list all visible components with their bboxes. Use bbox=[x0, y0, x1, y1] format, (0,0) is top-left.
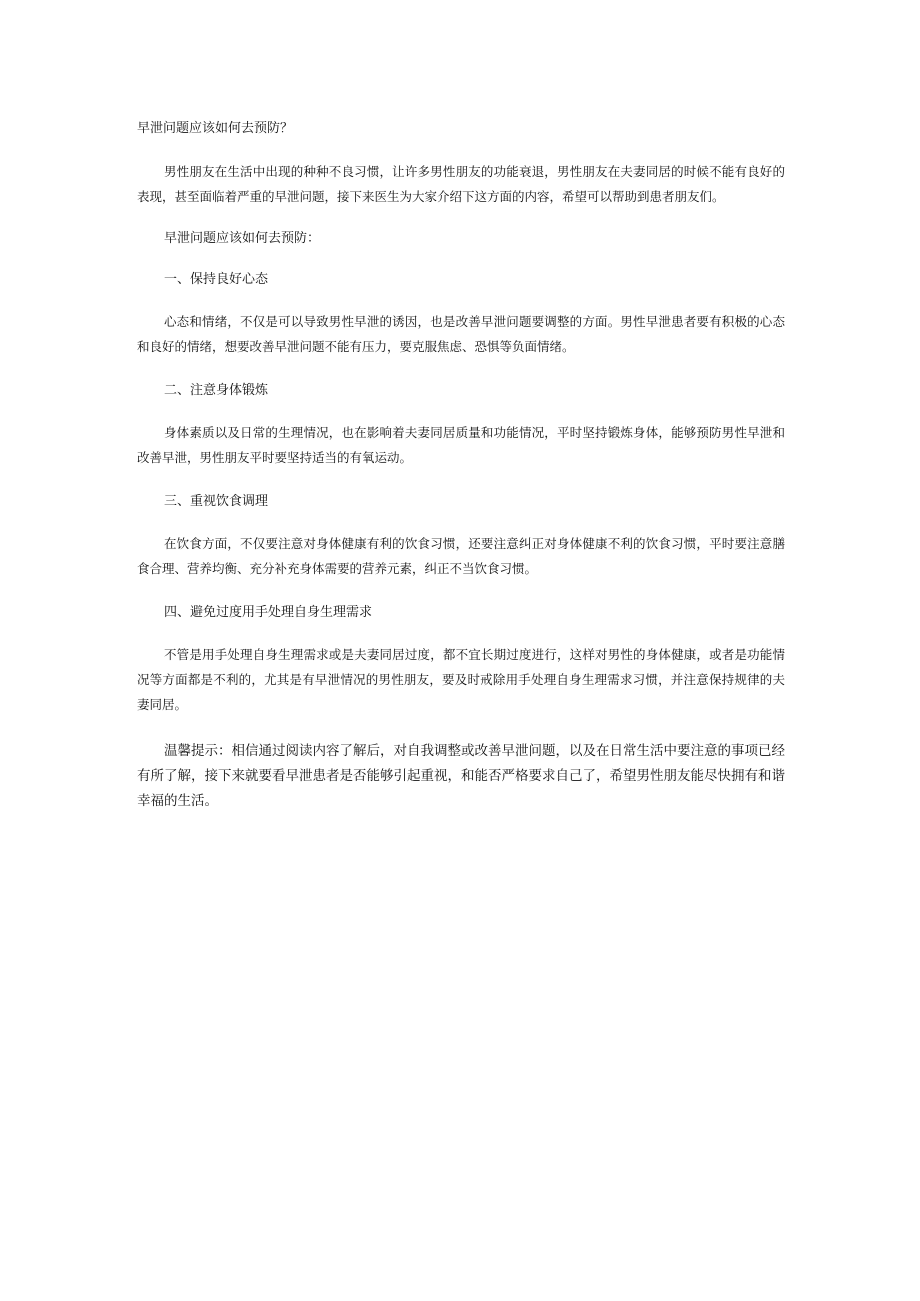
section-body-1: 心态和情绪，不仅是可以导致男性早泄的诱因，也是改善早泄问题要调整的方面。男性早泄患者要有积极的心态和良好的情绪，想要改善早泄问题不能有压力，要克服焦虑、恐惧等负面情绪。 bbox=[137, 315, 785, 354]
warm-tip-paragraph: 温馨提示：相信通过阅读内容了解后，对自我调整或改善早泄问题，以及在日常生活中要注意的事项已经有所了解，接下来就要看早泄患者是否能够引起重视，和能否严格要求自己了，希望男性朋友能尽快拥有和谐幸福的生活。 bbox=[137, 743, 785, 808]
section-heading-4: 四、避免过度用手处理自身生理需求 bbox=[164, 604, 373, 619]
section-body-3: 在饮食方面，不仅要注意对身体健康有利的饮食习惯，还要注意纠正对身体健康不利的饮食习惯，平时要注意膳食合理、营养均衡、充分补充身体需要的营养元素，纠正不当饮食习惯。 bbox=[137, 537, 785, 576]
document-title: 早泄问题应该如何去预防？ bbox=[137, 120, 294, 135]
intro-paragraph: 男性朋友在生活中出现的种种不良习惯，让许多男性朋友的功能衰退，男性朋友在夫妻同居的时候不能有良好的表现，甚至面临着严重的早泄问题，接下来医生为大家介绍下这方面的内容，希望可以帮助到患者朋友们。 bbox=[137, 165, 785, 204]
section-body-2: 身体素质以及日常的生理情况，也在影响着夫妻同居质量和功能情况，平时坚持锻炼身体，能够预防男性早泄和改善早泄，男性朋友平时要坚持适当的有氧运动。 bbox=[137, 426, 785, 465]
section-heading-1: 一、保持良好心态 bbox=[164, 271, 269, 286]
section-heading-2: 二、注意身体锻炼 bbox=[164, 382, 269, 397]
document-page bbox=[137, 118, 785, 813]
section-subtitle: 早泄问题应该如何去预防： bbox=[164, 230, 321, 245]
section-heading-3: 三、重视饮食调理 bbox=[164, 493, 269, 508]
section-body-4: 不管是用手处理自身生理需求或是夫妻同居过度，都不宜长期过度进行，这样对男性的身体健康，或者是功能情况等方面都是不利的，尤其是有早泄情况的男性朋友，要及时戒除用手处理自身生理需求习惯，并注意保持规律的夫妻同居。 bbox=[137, 648, 785, 712]
